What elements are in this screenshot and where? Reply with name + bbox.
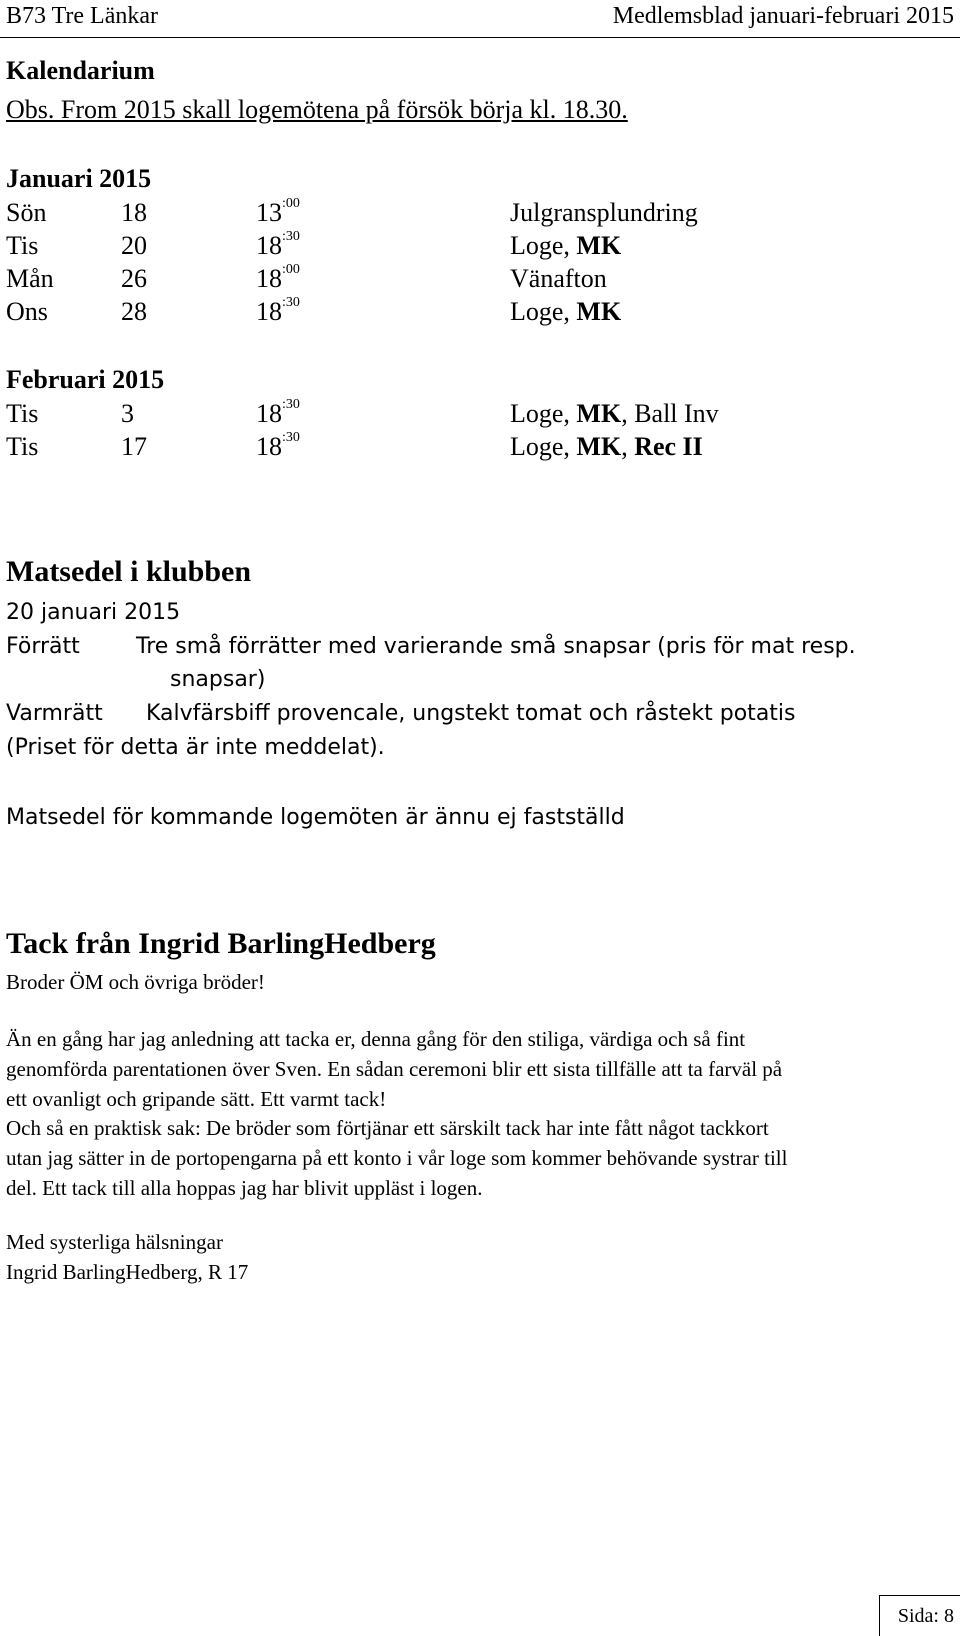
event-activity: Loge, MK, Ball Inv <box>510 399 719 428</box>
tack-line: Och så en praktisk sak: De bröder som förtjänar ett särskilt tack har inte fått något tackkort <box>6 1116 769 1140</box>
price-note: (Priset för detta är inte meddelat). <box>6 735 385 760</box>
matsedel-title: Matsedel i klubben <box>6 555 252 588</box>
event-time: $18^{:00}$ <box>256 262 300 293</box>
header-left: B73 Tre Länkar <box>6 3 158 29</box>
event-activity: Julgransplundring <box>510 198 698 227</box>
varmratt-label: Varmrätt <box>6 701 103 726</box>
event-date: 3 <box>121 399 134 428</box>
tack-closing: Med systerliga hälsningar <box>6 1230 223 1254</box>
event-date: 17 <box>121 432 147 461</box>
tack-signature: Ingrid BarlingHedberg, R 17 <box>6 1260 249 1284</box>
event-day: Tis <box>6 432 39 461</box>
event-activity: Loge, MK <box>510 297 622 326</box>
event-day: Ons <box>6 297 48 326</box>
event-time: $18^{:30}$ <box>256 430 300 461</box>
forratt-text: Tre små förrätter med varierande små snapsar (pris för mat resp. <box>136 634 856 659</box>
event-date: 28 <box>121 297 147 326</box>
event-time: $18^{:30}$ <box>256 229 300 260</box>
event-date: 18 <box>121 198 147 227</box>
event-day: Tis <box>6 231 39 260</box>
kalendarium-title: Kalendarium <box>6 56 155 85</box>
event-activity: Loge, MK, Rec II <box>510 432 703 461</box>
event-activity: Loge, MK <box>510 231 622 260</box>
varmratt-text: Kalvfärsbiff provencale, ungstekt tomat och råstekt potatis <box>146 701 796 726</box>
header-right: Medlemsblad januari-februari 2015 <box>612 3 954 29</box>
tack-line: del. Ett tack till alla hoppas jag har blivit uppläst i logen. <box>6 1176 483 1200</box>
event-time: $18^{:30}$ <box>256 295 300 326</box>
matsedel-date: 20 januari 2015 <box>6 600 181 625</box>
event-date: 26 <box>121 264 147 293</box>
month-title-januari: Januari 2015 <box>6 164 152 193</box>
tack-line: utan jag sätter in de portopengarna på ett konto i vår loge som kommer behövande systrar till <box>6 1146 788 1170</box>
event-day: Tis <box>6 399 39 428</box>
tack-line: Än en gång har jag anledning att tacka er, denna gång för den stiliga, värdiga och så fint <box>6 1027 746 1051</box>
event-day: Sön <box>6 198 47 227</box>
page-number: Sida: 8 <box>897 1605 954 1627</box>
event-time: $18^{:30}$ <box>256 397 300 428</box>
tack-line: genomförda parentationen över Sven. En sådan ceremoni blir ett sista tillfälle att ta farväl på <box>6 1057 783 1081</box>
forratt-text-cont: snapsar) <box>170 667 266 692</box>
forratt-label: Förrätt <box>6 634 80 659</box>
event-time: $13^{:00}$ <box>256 196 300 227</box>
future-menu-note: Matsedel för kommande logemöten är ännu ej fastställd <box>6 805 625 830</box>
tack-title: Tack från Ingrid BarlingHedberg <box>6 927 436 960</box>
event-activity: Vänafton <box>510 264 607 293</box>
tack-greeting: Broder ÖM och övriga bröder! <box>6 970 265 994</box>
event-day: Mån <box>6 264 54 293</box>
month-title-februari: Februari 2015 <box>6 365 165 394</box>
kalendarium-notice: Obs. From 2015 skall logemötena på försök börja kl. 18.30. <box>6 95 628 124</box>
tack-line: ett ovanligt och gripande sätt. Ett varmt tack! <box>6 1087 387 1111</box>
header-divider <box>0 37 960 38</box>
event-date: 20 <box>121 231 147 260</box>
